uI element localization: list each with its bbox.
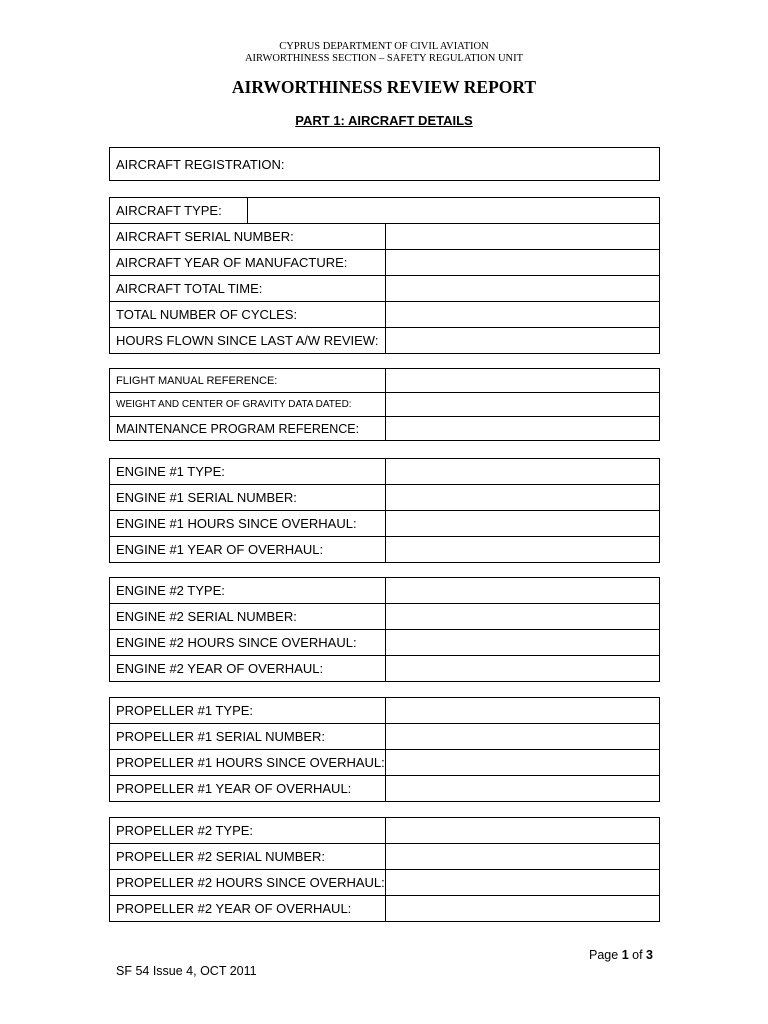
aircraft-serial-field[interactable] <box>386 224 660 250</box>
propeller1-hours-field[interactable] <box>386 750 660 776</box>
propeller1-type-label: PROPELLER #1 TYPE: <box>110 698 386 724</box>
hours-since-review-field[interactable] <box>386 328 660 354</box>
page-of: of <box>632 948 643 962</box>
page-number <box>589 948 653 962</box>
engine1-serial-field[interactable] <box>386 485 660 511</box>
page-word: Page <box>589 948 619 962</box>
propeller2-type-label: PROPELLER #2 TYPE: <box>110 818 386 844</box>
engine1-type-field[interactable] <box>386 459 660 485</box>
propeller2-table <box>109 817 660 922</box>
propeller2-type-field[interactable] <box>386 818 660 844</box>
engine2-hours-label: ENGINE #2 HOURS SINCE OVERHAUL: <box>110 630 386 656</box>
propeller1-year-label: PROPELLER #1 YEAR OF OVERHAUL: <box>110 776 386 802</box>
form-identifier: SF 54 Issue 4, OCT 2011 <box>116 964 257 978</box>
engine2-year-field[interactable] <box>386 656 660 682</box>
engine1-hours-field[interactable] <box>386 511 660 537</box>
aircraft-total-time-field[interactable] <box>386 276 660 302</box>
aircraft-type-label: AIRCRAFT TYPE: <box>110 198 248 224</box>
engine2-type-field[interactable] <box>386 578 660 604</box>
propeller2-year-field[interactable] <box>386 896 660 922</box>
propeller2-serial-label: PROPELLER #2 SERIAL NUMBER: <box>110 844 386 870</box>
engine2-type-label: ENGINE #2 TYPE: <box>110 578 386 604</box>
maintenance-program-label: MAINTENANCE PROGRAM REFERENCE: <box>110 417 386 441</box>
aircraft-type-field[interactable] <box>248 198 660 224</box>
propeller1-hours-label: PROPELLER #1 HOURS SINCE OVERHAUL: <box>110 750 386 776</box>
engine1-year-label: ENGINE #1 YEAR OF OVERHAUL: <box>110 537 386 563</box>
part-heading: PART 1: AIRCRAFT DETAILS <box>295 113 473 128</box>
registration-table <box>109 147 660 181</box>
registration-label: AIRCRAFT REGISTRATION: <box>110 148 660 181</box>
propeller1-serial-label: PROPELLER #1 SERIAL NUMBER: <box>110 724 386 750</box>
engine1-serial-label: ENGINE #1 SERIAL NUMBER: <box>110 485 386 511</box>
aircraft-total-time-label: AIRCRAFT TOTAL TIME: <box>110 276 386 302</box>
propeller2-serial-field[interactable] <box>386 844 660 870</box>
engine2-year-label: ENGINE #2 YEAR OF OVERHAUL: <box>110 656 386 682</box>
engine2-table <box>109 577 660 682</box>
page-current: 1 <box>621 948 629 962</box>
page-total: 3 <box>646 948 653 962</box>
engine1-year-field[interactable] <box>386 537 660 563</box>
propeller1-table <box>109 697 660 802</box>
aircraft-table <box>109 197 660 354</box>
flight-manual-label: FLIGHT MANUAL REFERENCE: <box>110 369 386 393</box>
report-title: AIRWORTHINESS REVIEW REPORT <box>231 77 537 97</box>
propeller2-hours-field[interactable] <box>386 870 660 896</box>
hours-since-review-label: HOURS FLOWN SINCE LAST A/W REVIEW: <box>110 328 386 354</box>
propeller2-hours-label: PROPELLER #2 HOURS SINCE OVERHAUL: <box>110 870 386 896</box>
maintenance-program-field[interactable] <box>386 417 660 441</box>
propeller1-serial-field[interactable] <box>386 724 660 750</box>
propeller2-year-label: PROPELLER #2 YEAR OF OVERHAUL: <box>110 896 386 922</box>
engine2-serial-field[interactable] <box>386 604 660 630</box>
aircraft-year-field[interactable] <box>386 250 660 276</box>
engine1-hours-label: ENGINE #1 HOURS SINCE OVERHAUL: <box>110 511 386 537</box>
propeller1-year-field[interactable] <box>386 776 660 802</box>
aircraft-serial-label: AIRCRAFT SERIAL NUMBER: <box>110 224 386 250</box>
section-name: AIRWORTHINESS SECTION – SAFETY REGULATION UNIT <box>244 53 524 64</box>
weight-cg-field[interactable] <box>386 393 660 417</box>
engine2-serial-label: ENGINE #2 SERIAL NUMBER: <box>110 604 386 630</box>
engine1-table <box>109 458 660 563</box>
aircraft-year-label: AIRCRAFT YEAR OF MANUFACTURE: <box>110 250 386 276</box>
weight-cg-label: WEIGHT AND CENTER OF GRAVITY DATA DATED: <box>110 393 386 417</box>
references-table <box>109 368 660 441</box>
total-cycles-field[interactable] <box>386 302 660 328</box>
total-cycles-label: TOTAL NUMBER OF CYCLES: <box>110 302 386 328</box>
engine1-type-label: ENGINE #1 TYPE: <box>110 459 386 485</box>
department-name: CYPRUS DEPARTMENT OF CIVIL AVIATION <box>279 41 489 52</box>
flight-manual-field[interactable] <box>386 369 660 393</box>
engine2-hours-field[interactable] <box>386 630 660 656</box>
propeller1-type-field[interactable] <box>386 698 660 724</box>
